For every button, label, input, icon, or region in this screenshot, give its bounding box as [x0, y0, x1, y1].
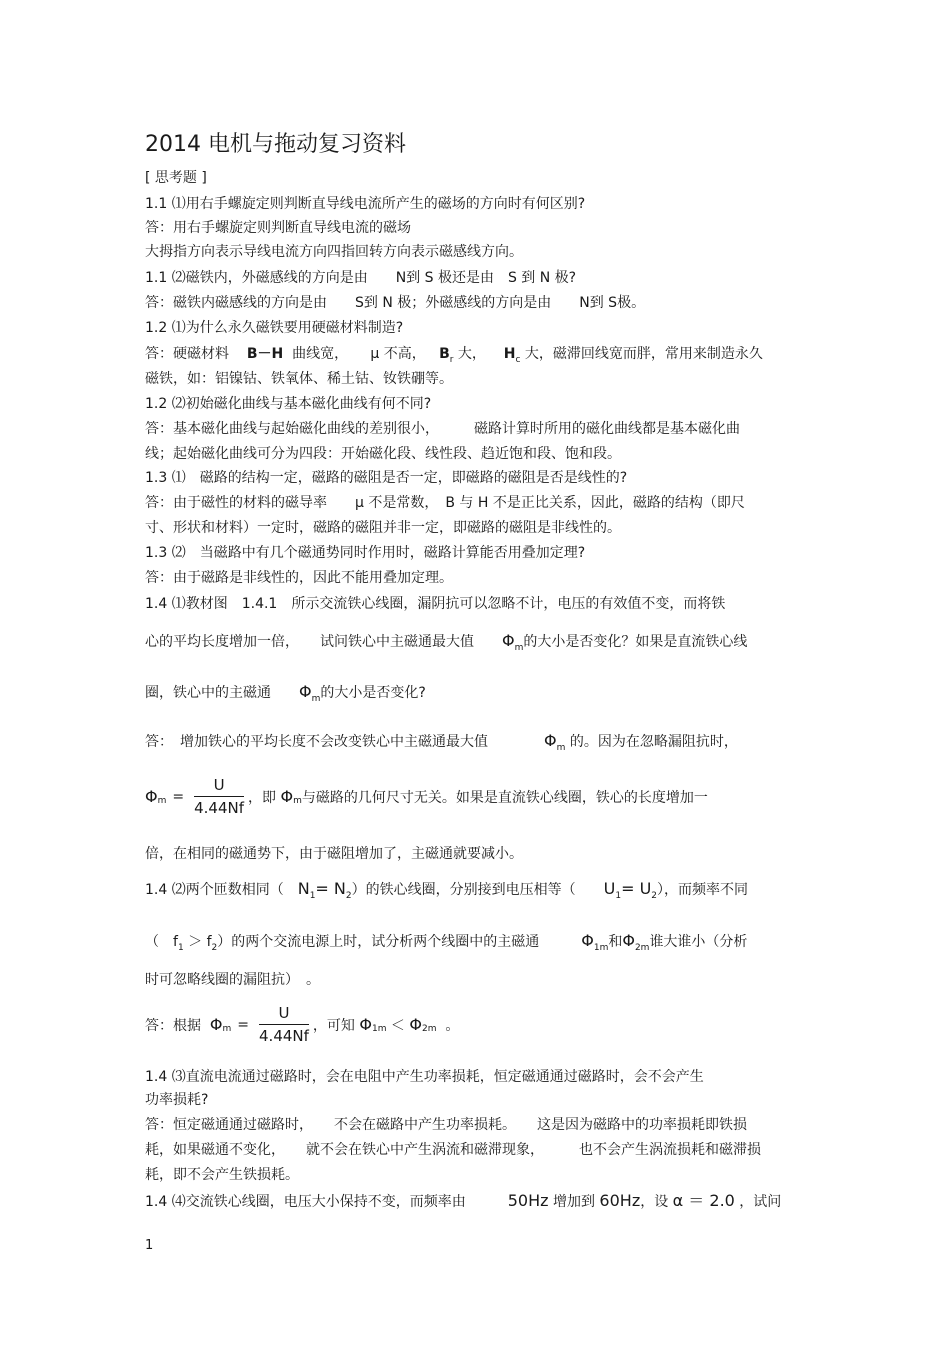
subscript: c [515, 355, 521, 365]
answer-line: 答：由于磁路是非线性的，因此不能用叠加定理。 [145, 570, 453, 586]
answer-line: 大拇指方向表示导线电流方向四指回转方向表示磁感线方向。 [145, 244, 523, 260]
phi-symbol: Φ [359, 1015, 372, 1034]
question-1-4-2 [145, 879, 748, 902]
subscript: 1 [309, 891, 316, 901]
text-run: 曲线宽， [292, 346, 349, 362]
text-run: ）的两个交流电源上时，试分析两个线圈中的主磁通 [217, 934, 582, 950]
answer-line: 耗，即不会产生铁损耗。 [145, 1167, 299, 1183]
phi-symbol: Φ [544, 731, 557, 750]
math-symbol: = U [621, 879, 652, 898]
answer-line: 倍，在相同的磁通势下，由于磁阻增加了，主磁通就要减小。 [145, 846, 523, 862]
answer-line [145, 344, 763, 366]
subscript: 2m [634, 943, 650, 953]
answer-line: 寸、形状和材料）一定时，磁路的磁阻并非一定，即磁路的磁阻是非线性的。 [145, 520, 621, 536]
text-run: 的大小是否变化? [320, 685, 426, 701]
subscript: 1 [615, 891, 622, 901]
math-value: α ＝ 2.0 [672, 1191, 735, 1210]
question-line [145, 931, 747, 954]
question-1-4-1: 1.4 ⑴教材图 1.4.1 所示交流铁心线圈，漏阴抗可以忽略不计，电压的有效值不变，而将铁 [145, 596, 726, 612]
text-run: 与磁路的几何尺寸无关。如果是直流铁心线圈，铁心的长度增加一 [301, 789, 708, 806]
text-run: 增加到 [552, 1194, 595, 1210]
math-value: 60Hz [599, 1191, 641, 1210]
question-1-2-2: 1.2 ⑵初始磁化曲线与基本磁化曲线有何不同? [145, 396, 432, 412]
fraction [194, 776, 244, 817]
text-run: 的大小是否变化？如果是直流铁心线 [523, 634, 748, 650]
answer-line: 线；起始磁化曲线可分为四段：开始磁化段、线性段、趋近饱和段、饱和段。 [145, 446, 621, 462]
denominator: 4.44Nf [259, 1027, 309, 1045]
math-value: 50Hz [507, 1191, 549, 1210]
subscript: 1m [371, 1023, 387, 1034]
question-1-3-1: 1.3 ⑴ 磁路的结构一定，磁路的磁阻是否一定，即磁路的磁阻是否是线性的? [145, 470, 628, 486]
denominator: 4.44Nf [194, 799, 245, 817]
text-run: ）的铁心线圈，分别接到电压相等（ [351, 882, 604, 898]
answer-line [145, 731, 738, 754]
page-number: 1 [145, 1238, 154, 1253]
text-run: 。 [445, 1017, 460, 1034]
math-symbol: N [297, 879, 310, 898]
question-line [145, 631, 747, 654]
text-run: 1.4 ⑵两个匝数相同（ [145, 882, 298, 898]
text-run: ，试问 [739, 1194, 782, 1210]
subscript: m [157, 795, 167, 806]
text-run: 和 [608, 934, 623, 950]
subscript: r [449, 355, 454, 365]
text-run: 的。因为在忽略漏阻抗时， [569, 734, 738, 750]
math-symbol: = N [315, 879, 346, 898]
answer-line: 磁铁，如：铝镍钴、铁氧体、稀土钴、钕铁硼等。 [145, 371, 453, 387]
subscript: 1m [593, 943, 609, 953]
question-1-4-3: 1.4 ⑶直流电流通过磁路时，会在电阻中产生功率损耗，恒定磁通通过磁路时，会不会产生 [145, 1069, 704, 1085]
math-symbol: H [503, 346, 516, 362]
subscript: m [556, 743, 566, 753]
text-run: 圈，铁心中的主磁通 [145, 685, 299, 701]
text-run: 心的平均长度增加一倍， 试问铁心中主磁通最大值 [145, 634, 502, 650]
text-run: ＞ f [188, 934, 212, 950]
flux-formula [145, 776, 708, 817]
text-run: μ 不高， [370, 346, 426, 362]
answer-line: 耗，如果磁通不变化， 就不会在铁心中产生涡流和磁滞现象， 也不会产生涡流损耗和磁滞损 [145, 1142, 761, 1158]
question-1-2-1: 1.2 ⑴为什么永久磁铁要用硬磁材料制造? [145, 320, 404, 336]
question-line: 功率损耗? [145, 1092, 209, 1108]
phi-symbol: Φ [502, 631, 515, 650]
text-run: ，即 [248, 789, 277, 806]
subscript: 2 [211, 943, 218, 953]
equals-sign: = [172, 788, 185, 805]
text-run: 大， [457, 346, 486, 362]
question-line: 时可忽略线圈的漏阻抗） 。 [145, 972, 320, 988]
subscript: m [293, 795, 302, 806]
phi-symbol: Φ [209, 1015, 223, 1034]
question-1-3-2: 1.3 ⑵ 当磁路中有几个磁通势同时作用时，磁路计算能否用叠加定理? [145, 545, 586, 561]
answer-line: 答：用右手螺旋定则判断直导线电流的磁场 [145, 220, 411, 236]
fraction [259, 1004, 309, 1045]
subscript: m [222, 1023, 232, 1034]
text-run: 1.4 ⑷交流铁心线圈，电压大小保持不变，而频率由 [145, 1194, 508, 1210]
text-run: 答： 增加铁心的平均长度不会改变铁心中主磁通最大值 [145, 734, 544, 750]
less-than-sign: ＜ [390, 1017, 405, 1034]
document-title: 2014 电机与拖动复习资料 [145, 132, 406, 157]
answer-line: 答：基本磁化曲线与起始磁化曲线的差别很小， 磁路计算时所用的磁化曲线都是基本磁化曲 [145, 421, 740, 437]
answer-line: 答：恒定磁通通过磁路时， 不会在磁路中产生功率损耗。 这是因为磁路中的功率损耗即铁损 [145, 1117, 747, 1133]
question-1-1-1: 1.1 ⑴用右手螺旋定则判断直导线电流所产生的磁场的方向时有何区别? [145, 196, 586, 212]
phi-symbol: Φ [280, 787, 294, 806]
math-symbol: B－H [246, 346, 284, 362]
phi-symbol: Φ [409, 1015, 422, 1034]
text-run: ，设 [640, 1194, 669, 1210]
question-line [145, 682, 426, 705]
subscript: m [311, 694, 321, 704]
flux-comparison-formula [145, 1004, 459, 1045]
math-symbol: U [603, 879, 616, 898]
answer-line: 答：磁铁内磁感线的方向是由 S到 N 极；外磁感线的方向是由 N到 S极。 [145, 295, 646, 311]
question-1-1-2: 1.1 ⑵磁铁内，外磁感线的方向是由 N到 S 极还是由 S 到 N 极? [145, 270, 577, 286]
answer-line: 答：由于磁性的材料的磁导率 μ 不是常数， B 与 H 不是正比关系，因此，磁路的结构（即尺 [145, 495, 745, 511]
text-run: 大，磁滞回线宽而胖，常用来制造永久 [524, 346, 763, 362]
numerator: U [259, 1004, 309, 1025]
text-run: ，可知 [312, 1017, 355, 1034]
section-heading: [ 思考题 ] [145, 170, 207, 186]
math-symbol: B [439, 346, 450, 362]
subscript: m [514, 643, 524, 653]
subscript: 1 [177, 943, 184, 953]
subscript: 2 [651, 891, 658, 901]
subscript: 2m [421, 1023, 437, 1034]
question-1-4-4 [145, 1191, 781, 1212]
text-run: 答：根据 [145, 1017, 201, 1034]
text-run: 答：硬磁材料 [145, 346, 229, 362]
phi-symbol: Φ [581, 931, 594, 950]
subscript: 2 [345, 891, 352, 901]
text-run: 谁大谁小（分析 [649, 934, 748, 950]
text-run: （ f [145, 934, 178, 950]
text-run: ），而频率不同 [657, 882, 749, 898]
phi-symbol: Φ [299, 682, 312, 701]
phi-symbol: Φ [622, 931, 635, 950]
equals-sign: = [237, 1016, 250, 1033]
phi-symbol: Φ [145, 787, 158, 806]
numerator: U [194, 776, 244, 797]
